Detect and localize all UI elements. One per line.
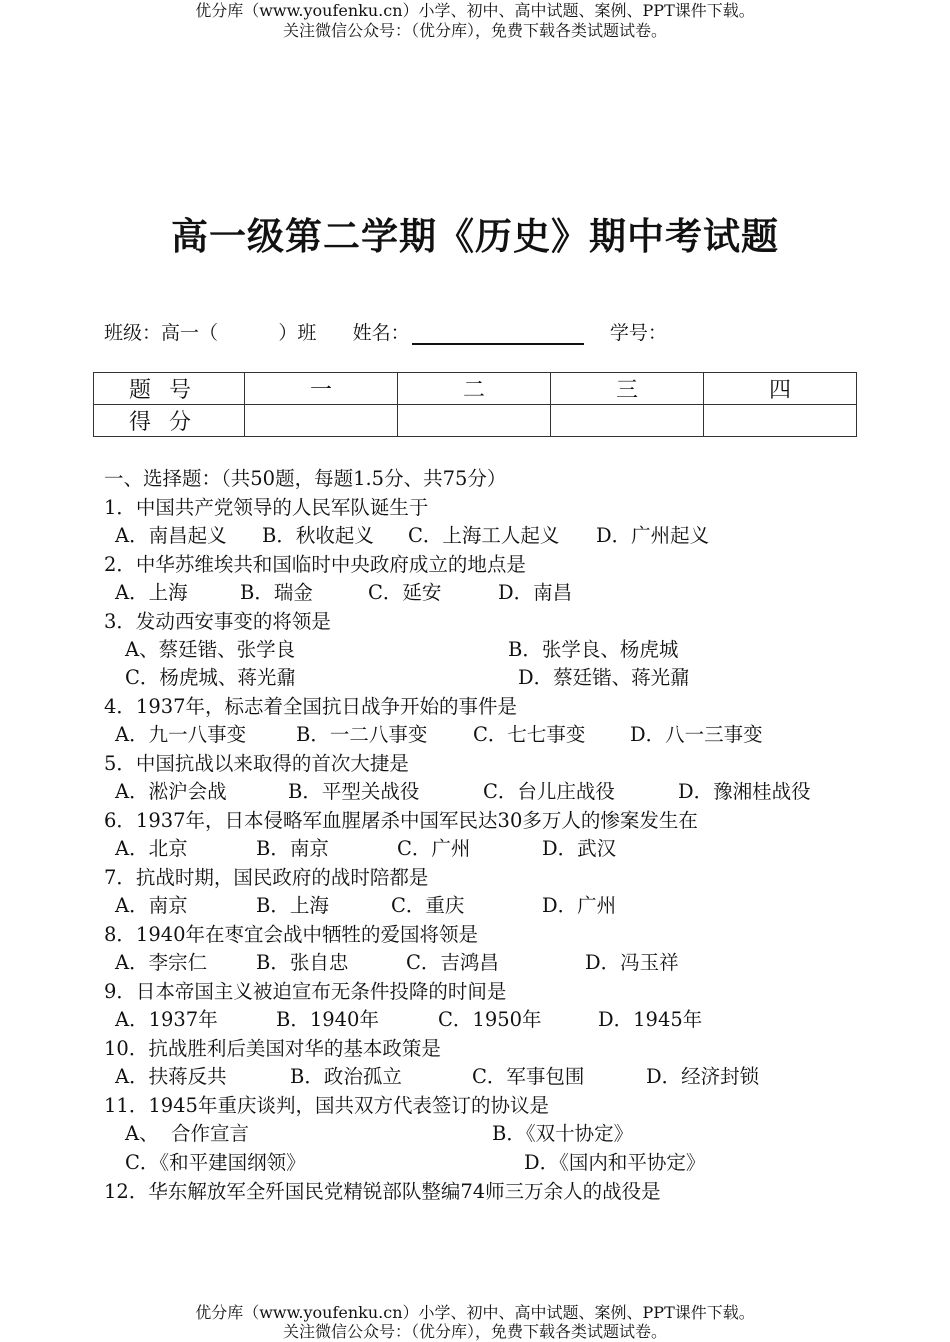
q11-option-d: D．《国内和平协定》: [524, 1151, 706, 1174]
q4-option-b: B．一二八事变: [296, 723, 428, 746]
q11-option-c: C．《和平建国纲领》: [125, 1151, 306, 1174]
score-table-score-row: [94, 405, 857, 437]
score-label: 得分: [94, 405, 245, 437]
col-2-header: 二: [398, 373, 551, 405]
header-line-2: 关注微信公众号：（优分库），免费下载各类试题试卷。: [282, 21, 667, 40]
question-1: 1．中国共产党领导的人民军队诞生于: [104, 496, 429, 519]
q8-option-c: C．吉鸿昌: [406, 951, 499, 974]
footer-line-2: 关注微信公众号：（优分库），免费下载各类试题试卷。: [282, 1322, 667, 1341]
q4-option-d: D．八一三事变: [630, 723, 763, 746]
score-table: [93, 372, 857, 437]
q6-option-a: A．北京: [115, 837, 188, 860]
col-1-header: 一: [245, 373, 398, 405]
question-7: 7．抗战时期，国民政府的战时陪都是: [104, 866, 429, 889]
q7-option-d: D．广州: [542, 894, 617, 917]
q1-option-a: A．南昌起义: [115, 524, 227, 547]
q7-option-c: C．重庆: [391, 894, 465, 917]
q10-option-c: C．军事包围: [472, 1065, 585, 1088]
q8-option-b: B．张自忠: [256, 951, 349, 974]
q2-option-b: B．瑞金: [240, 581, 313, 604]
score-cell-4: [704, 405, 857, 437]
class-label: 班级：高一（ ）班: [104, 322, 317, 344]
question-8: 8．1940年在枣宜会战中牺牲的爱国将领是: [104, 923, 479, 946]
header-line-1: 优分库（www.youfenku.cn）小学、初中、高中试题、案例、PPT课件下载。: [195, 1, 755, 20]
q1-option-b: B．秋收起义: [262, 524, 374, 547]
q10-option-a: A．扶蒋反共: [115, 1065, 227, 1088]
col-4-header: 四: [704, 373, 857, 405]
question-12: 12．华东解放军全歼国民党精锐部队整编74师三万余人的战役是: [104, 1180, 661, 1203]
name-label: 姓名：: [352, 322, 410, 344]
q7-option-b: B．上海: [256, 894, 329, 917]
q2-option-a: A．上海: [115, 581, 188, 604]
q5-option-d: D．豫湘桂战役: [678, 780, 811, 803]
question-9: 9．日本帝国主义被迫宣布无条件投降的时间是: [104, 980, 507, 1003]
id-label: 学号：: [609, 322, 667, 344]
q11-option-a: A、 合作宣言: [125, 1122, 249, 1145]
q10-option-b: B．政治孤立: [290, 1065, 402, 1088]
q6-option-b: B．南京: [256, 837, 329, 860]
score-cell-3: [551, 405, 704, 437]
student-info: [104, 318, 667, 345]
q10-option-d: D．经济封锁: [646, 1065, 760, 1088]
question-6: 6．1937年，日本侵略军血腥屠杀中国军民达30多万人的惨案发生在: [104, 809, 698, 832]
score-table-header-row: [94, 373, 857, 405]
q4-option-a: A．九一八事变: [115, 723, 247, 746]
score-cell-1: [245, 405, 398, 437]
question-11: 11．1945年重庆谈判，国共双方代表签订的协议是: [104, 1094, 549, 1117]
q1-option-c: C．上海工人起义: [408, 524, 560, 547]
question-2: 2．中华苏维埃共和国临时中央政府成立的地点是: [104, 553, 526, 576]
q3-option-c: C．杨虎城、蒋光鼐: [125, 666, 296, 689]
question-4: 4．1937年，标志着全国抗日战争开始的事件是: [104, 695, 518, 718]
q3-option-d: D．蔡廷锴、蒋光鼐: [518, 666, 690, 689]
q9-option-d: D．1945年: [598, 1008, 703, 1031]
score-cell-2: [398, 405, 551, 437]
q8-option-d: D．冯玉祥: [585, 951, 679, 974]
q2-option-d: D．南昌: [498, 581, 573, 604]
q5-option-b: B．平型关战役: [288, 780, 420, 803]
question-3: 3．发动西安事变的将领是: [104, 610, 331, 633]
q2-option-c: C．延安: [368, 581, 442, 604]
section-heading: 一、选择题：（共50题，每题1.5分、共75分）: [104, 467, 507, 490]
q6-option-c: C．广州: [397, 837, 471, 860]
q11-option-b: B．《双十协定》: [492, 1122, 634, 1145]
question-10: 10．抗战胜利后美国对华的基本政策是: [104, 1037, 441, 1060]
name-blank: [412, 323, 584, 345]
q7-option-a: A．南京: [115, 894, 188, 917]
q5-option-c: C．台儿庄战役: [483, 780, 615, 803]
q9-option-b: B．1940年: [276, 1008, 379, 1031]
q9-option-a: A．1937年: [115, 1008, 218, 1031]
q5-option-a: A．淞沪会战: [115, 780, 227, 803]
q6-option-d: D．武汉: [542, 837, 617, 860]
question-5: 5．中国抗战以来取得的首次大捷是: [104, 752, 409, 775]
question-number-label: 题号: [94, 373, 245, 405]
footer-line-1: 优分库（www.youfenku.cn）小学、初中、高中试题、案例、PPT课件下载。: [195, 1303, 755, 1322]
q3-option-b: B．张学良、杨虎城: [508, 638, 679, 661]
q9-option-c: C．1950年: [438, 1008, 542, 1031]
q8-option-a: A．李宗仁: [115, 951, 208, 974]
col-3-header: 三: [551, 373, 704, 405]
page-title: 高一级第二学期《历史》期中考试题: [171, 214, 779, 258]
q1-option-d: D．广州起义: [596, 524, 710, 547]
q4-option-c: C．七七事变: [473, 723, 586, 746]
q3-option-a: A、蔡廷锴、张学良: [125, 638, 296, 661]
